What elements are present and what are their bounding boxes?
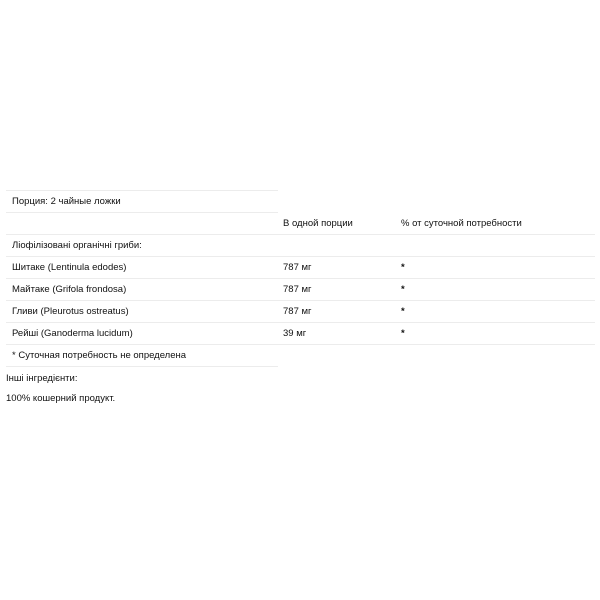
ingredient-daily-value: * bbox=[401, 306, 405, 317]
table-row bbox=[6, 323, 595, 345]
serving-row bbox=[6, 190, 278, 213]
table-row bbox=[6, 257, 595, 279]
ingredient-amount: 787 мг bbox=[283, 284, 312, 295]
supplement-facts-table bbox=[6, 190, 595, 367]
footnote-row bbox=[6, 345, 278, 367]
ingredient-daily-value: * bbox=[401, 328, 405, 339]
ingredient-name: Рейші (Ganoderma lucidum) bbox=[12, 328, 133, 339]
table-row bbox=[6, 279, 595, 301]
ingredient-amount: 787 мг bbox=[283, 306, 312, 317]
ingredient-amount: 39 мг bbox=[283, 328, 307, 339]
footnote: * Суточная потребность не определена bbox=[12, 350, 187, 361]
ingredient-name: Майтаке (Grifola frondosa) bbox=[12, 284, 127, 295]
table-header-row bbox=[6, 213, 595, 235]
table-row bbox=[6, 301, 595, 323]
ingredient-daily-value: * bbox=[401, 262, 405, 273]
other-ingredients-label: Інші інгредієнти: bbox=[6, 373, 78, 384]
group-label-row bbox=[6, 235, 595, 257]
group-label: Ліофілізовані органічні гриби: bbox=[12, 240, 142, 251]
ingredient-name: Гливи (Pleurotus ostreatus) bbox=[12, 306, 129, 317]
other-ingredients-text: 100% кошерний продукт. bbox=[6, 393, 116, 404]
ingredient-amount: 787 мг bbox=[283, 262, 312, 273]
amount-header: В одной порции bbox=[283, 218, 353, 229]
ingredient-daily-value: * bbox=[401, 284, 405, 295]
serving-size: Порция: 2 чайные ложки bbox=[12, 196, 121, 207]
ingredient-name: Шитаке (Lentinula edodes) bbox=[12, 262, 127, 273]
daily-value-header: % от суточной потребности bbox=[401, 218, 522, 229]
